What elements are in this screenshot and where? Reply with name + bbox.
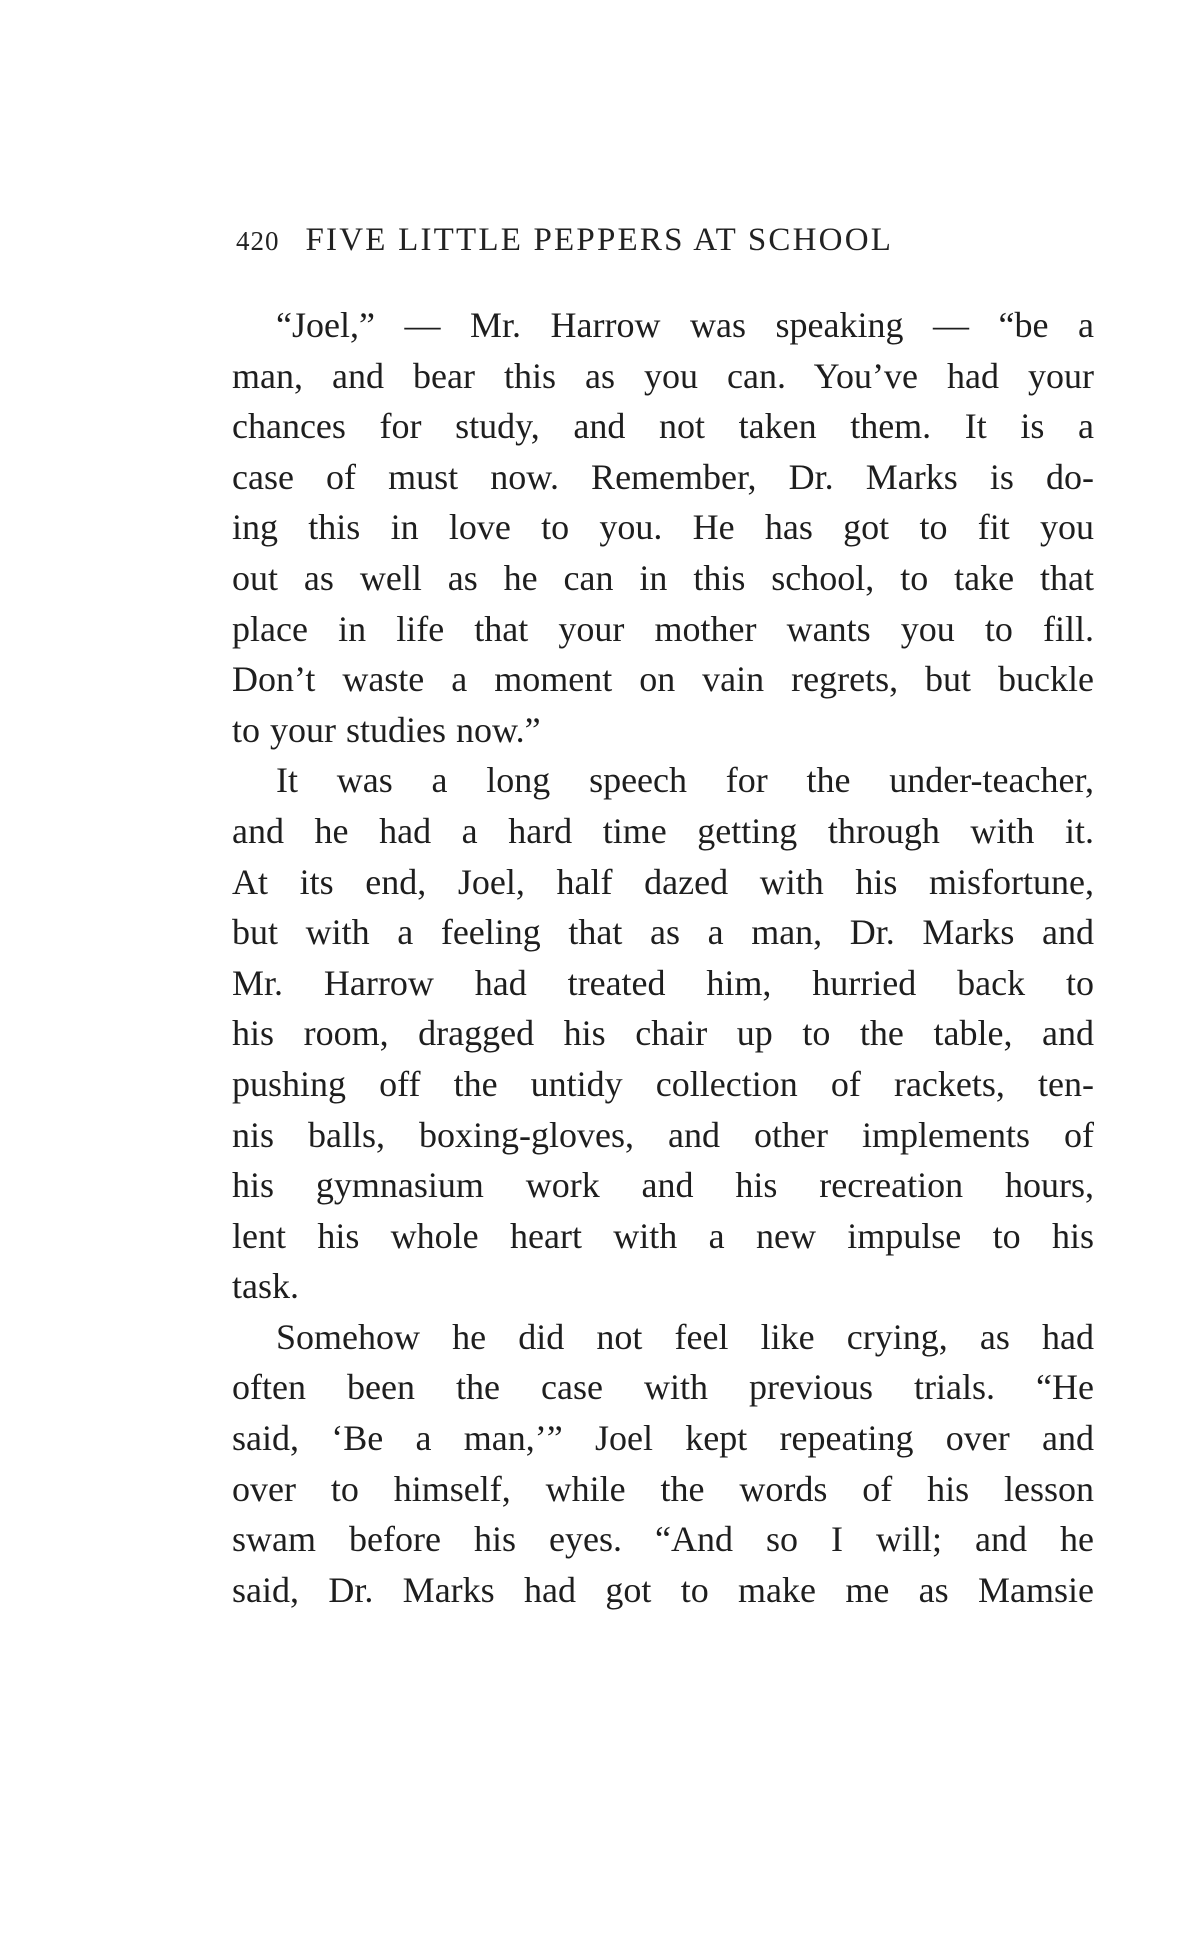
text-line: “Joel,” — Mr. Harrow was speaking — “be a bbox=[276, 305, 1094, 345]
text-line: Somehow he did not feel like crying, as had bbox=[276, 1316, 1094, 1357]
text-line: pushing off the untidy collection of rackets, ten- bbox=[232, 1063, 1094, 1104]
text-line: Don’t waste a moment on vain regrets, but buckle bbox=[232, 659, 1094, 700]
page-header bbox=[236, 222, 1092, 272]
text-line: case of must now. Remember, Dr. Marks is do- bbox=[232, 456, 1094, 497]
paragraph-1 bbox=[232, 300, 1094, 755]
text-line: often been the case with previous trials. “He bbox=[232, 1367, 1094, 1408]
text-line: man, and bear this as you can. You’ve had your bbox=[232, 355, 1094, 396]
text-line: his room, dragged his chair up to the table, and bbox=[232, 1013, 1094, 1054]
text-line: ing this in love to you. He has got to fit you bbox=[232, 507, 1094, 548]
text-line: chances for study, and not taken them. It is a bbox=[232, 406, 1094, 447]
text-line: swam before his eyes. “And so I will; and he bbox=[232, 1519, 1094, 1560]
text-line: place in life that your mother wants you to fill. bbox=[232, 608, 1094, 649]
text-line: lent his whole heart with a new impulse to his bbox=[232, 1215, 1094, 1256]
text-line: Mr. Harrow had treated him, hurried back to bbox=[232, 962, 1094, 1003]
text-line: At its end, Joel, half dazed with his misfortune, bbox=[232, 861, 1094, 902]
paragraph-2 bbox=[232, 755, 1094, 1312]
text-line: his gymnasium work and his recreation hours, bbox=[232, 1165, 1094, 1206]
text-line: over to himself, while the words of his lesson bbox=[232, 1468, 1094, 1509]
text-line: said, ‘Be a man,’” Joel kept repeating over and bbox=[232, 1418, 1094, 1459]
text-line: task. bbox=[232, 1266, 299, 1307]
text-line: and he had a hard time getting through with it. bbox=[232, 810, 1094, 851]
text-line: It was a long speech for the under-teacher, bbox=[276, 760, 1094, 801]
running-head: FIVE LITTLE PEPPERS AT SCHOOL bbox=[305, 222, 894, 258]
body-text bbox=[232, 300, 1094, 1615]
text-line: to your studies now.” bbox=[232, 709, 541, 750]
text-line: nis balls, boxing-gloves, and other implements of bbox=[232, 1114, 1094, 1155]
paragraph-3 bbox=[232, 1312, 1094, 1616]
page-number: 420 bbox=[236, 226, 280, 256]
text-line: out as well as he can in this school, to take that bbox=[232, 557, 1094, 598]
text-line: but with a feeling that as a man, Dr. Marks and bbox=[232, 912, 1094, 953]
text-line: said, Dr. Marks had got to make me as Mamsie bbox=[232, 1569, 1094, 1610]
